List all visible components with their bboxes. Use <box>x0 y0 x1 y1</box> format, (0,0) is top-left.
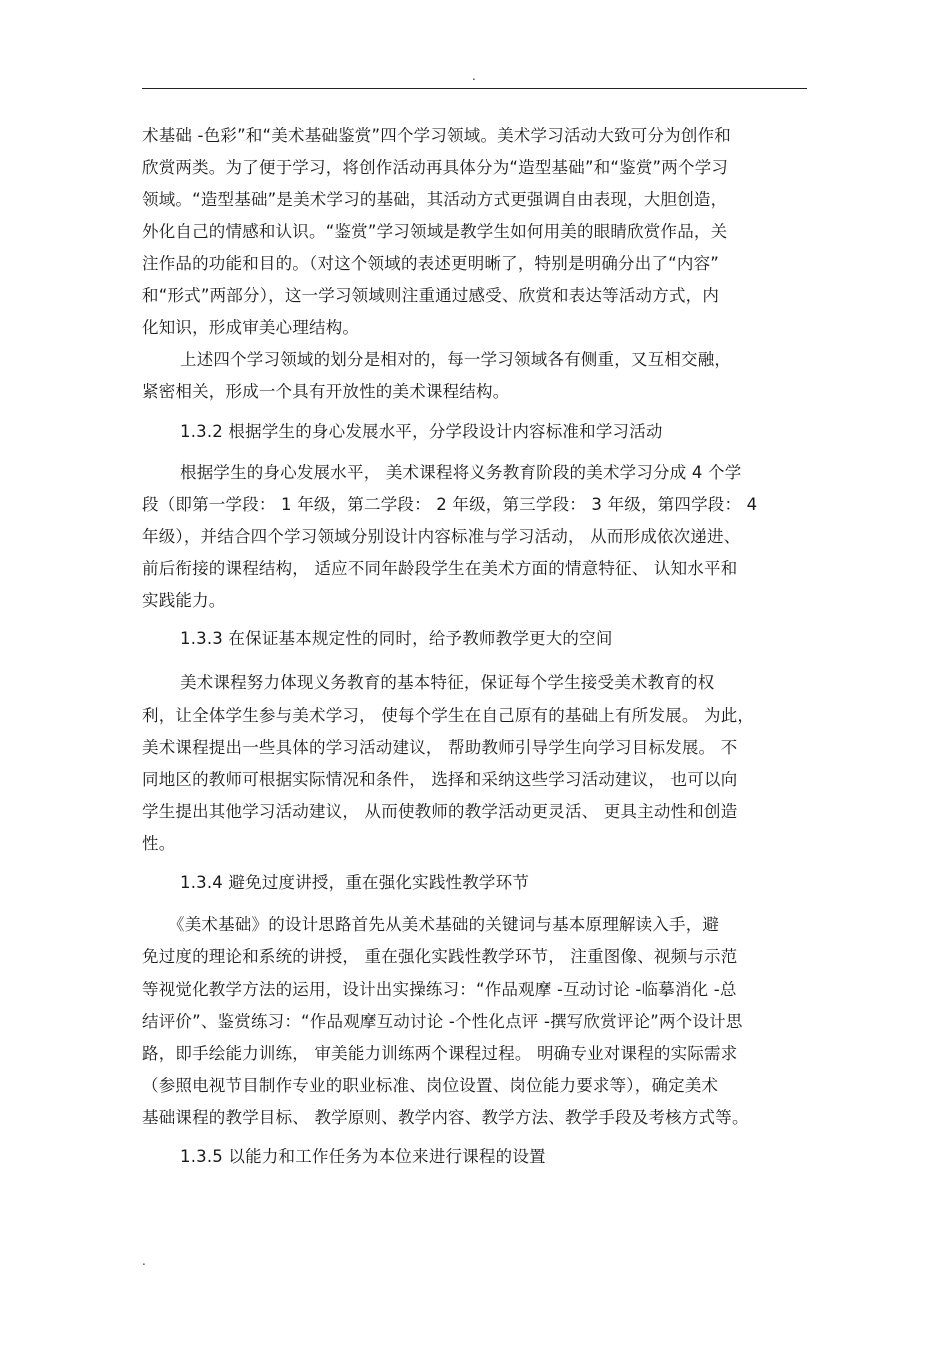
paragraph-line: 《美术基础》的设计思路首先从美术基础的关键词与基本原理解读入手，避 <box>168 915 720 934</box>
paragraph-line: 年级），并结合四个学习领域分别设计内容标准与学习活动， 从而形成依次递进、 <box>142 527 741 546</box>
header-rule <box>142 88 807 89</box>
paragraph-line: 等视觉化教学方法的运用，设计出实操练习：“作品观摩 -互动讨论 -临摹消化 -总 <box>142 980 737 999</box>
paragraph-line: 术基础 -色彩”和“美术基础鉴赏”四个学习领域。美术学习活动大致可分为创作和 <box>142 126 731 145</box>
section-heading-1-3-4: 1.3.4 避免过度讲授，重在强化实践性教学环节 <box>180 873 530 892</box>
paragraph-line: 同地区的教师可根据实际情况和条件， 选择和采纳这些学习活动建议， 也可以向 <box>142 770 738 789</box>
section-heading-1-3-3: 1.3.3 在保证基本规定性的同时，给予教师教学更大的空间 <box>180 629 613 648</box>
paragraph-line: 化知识，形成审美心理结构。 <box>142 318 360 337</box>
paragraph-line: 紧密相关，形成一个具有开放性的美术课程结构。 <box>142 382 510 401</box>
paragraph-line: 性。 <box>142 834 176 853</box>
paragraph-line: 领域。“造型基础”是美术学习的基础，其活动方式更强调自由表现，大胆创造， <box>142 190 728 209</box>
paragraph-line: 路，即手绘能力训练， 审美能力训练两个课程过程。 明确专业对课程的实际需求 <box>142 1044 738 1063</box>
paragraph-line: 段（即第一学段： 1 年级，第二学段： 2 年级，第三学段： 3 年级，第四学段： 4 <box>142 495 758 514</box>
paragraph-line: 欣赏两类。为了便于学习，将创作活动再具体分为“造型基础”和“鉴赏”两个学习 <box>142 158 729 177</box>
paragraph-line: （参照电视节目制作专业的职业标准、岗位设置、岗位能力要求等），确定美术 <box>142 1076 719 1095</box>
paragraph-line: 免过度的理论和系统的讲授， 重在强化实践性教学环节， 注重图像、视频与示范 <box>142 947 738 966</box>
section-heading-1-3-5: 1.3.5 以能力和工作任务为本位来进行课程的设置 <box>180 1147 546 1166</box>
paragraph-line: 学生提出其他学习活动建议， 从而使教师的教学活动更灵活、 更具主动性和创造 <box>142 802 738 821</box>
paragraph-line: 利，让全体学生参与美术学习， 使每个学生在自己原有的基础上有所发展。 为此， <box>142 706 755 725</box>
paragraph-line: 结评价”、鉴赏练习：“作品观摩互动讨论 -个性化点评 -撰写欣赏评论”两个设计思 <box>142 1012 743 1031</box>
paragraph-line: 基础课程的教学目标、 教学原则、教学内容、教学方法、教学手段及考核方式等。 <box>142 1108 749 1127</box>
paragraph-line: 注作品的功能和目的。（对这个领域的表述更明晰了，特别是明确分出了“内容” <box>142 254 720 273</box>
paragraph-line: 前后衔接的课程结构， 适应不同年龄段学生在美术方面的情意特征、 认知水平和 <box>142 559 738 578</box>
paragraph-line: 美术课程努力体现义务教育的基本特征，保证每个学生接受美术教育的权 <box>180 673 715 692</box>
paragraph-line: 实践能力。 <box>142 591 226 610</box>
paragraph-line: 上述四个学习领域的划分是相对的，每一学习领域各有侧重，又互相交融， <box>180 350 732 369</box>
footer-mark: . <box>142 1254 146 1268</box>
section-heading-1-3-2: 1.3.2 根据学生的身心发展水平，分学段设计内容标准和学习活动 <box>180 422 663 441</box>
header-mark: . <box>472 69 476 83</box>
paragraph-line: 和“形式”两部分），这一学习领域则注重通过感受、欣赏和表达等活动方式，内 <box>142 286 720 305</box>
paragraph-line: 外化自己的情感和认识。“鉴赏”学习领域是教学生如何用美的眼睛欣赏作品，关 <box>142 222 728 241</box>
paragraph-line: 根据学生的身心发展水平， 美术课程将义务教育阶段的美术学习分成 4 个学 <box>180 463 742 482</box>
paragraph-line: 美术课程提出一些具体的学习活动建议， 帮助教师引导学生向学习目标发展。 不 <box>142 738 738 757</box>
